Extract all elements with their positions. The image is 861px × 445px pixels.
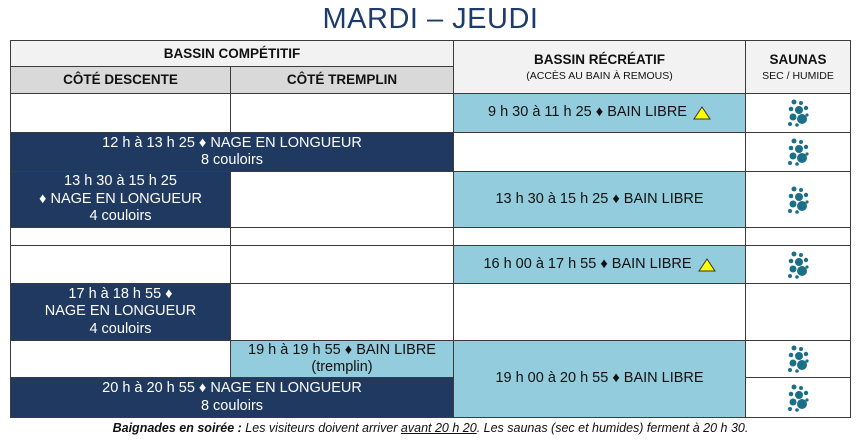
cell-r5-descente xyxy=(10,245,231,284)
header-descente: CÔTÉ DESCENTE xyxy=(10,66,231,94)
footer-text1: Les visiteurs doivent arriver xyxy=(241,421,401,435)
sauna-bubbles-icon xyxy=(785,185,811,215)
cell-r2-competitive: 12 h à 13 h 25 ♦ NAGE EN LONGUEUR 8 couloirs xyxy=(10,132,454,172)
warning-triangle-icon xyxy=(693,106,711,120)
cell-r4-descente xyxy=(10,227,231,246)
cell-r6-tremplin xyxy=(230,283,454,341)
cell-r1-recreatif: 9 h 30 à 11 h 25 ♦ BAIN LIBRE xyxy=(453,93,746,133)
header-competitive: BASSIN COMPÉTITIF xyxy=(10,40,454,67)
footer-underlined: avant 20 h 20 xyxy=(400,421,477,435)
footer-note xyxy=(0,421,861,435)
cell-r6-descente: 17 h à 18 h 55 ♦ NAGE EN LONGUEUR 4 couloirs xyxy=(10,283,231,341)
header-saunas: SAUNAS SEC / HUMIDE xyxy=(745,40,851,94)
cell-r1-descente xyxy=(10,93,231,133)
cell-r7-tremplin: 19 h à 19 h 55 ♦ BAIN LIBRE (tremplin) xyxy=(230,340,454,378)
cell-r3-tremplin xyxy=(230,171,454,228)
warning-triangle-icon xyxy=(698,258,716,272)
header-recreatif: BASSIN RÉCRÉATIF (ACCÈS AU BAIN À REMOUS) xyxy=(453,40,746,94)
sauna-bubbles-icon xyxy=(785,383,811,413)
cell-r1-tremplin xyxy=(230,93,454,133)
page-title: MARDI – JEUDI xyxy=(322,3,539,35)
cell-r4-recreatif xyxy=(453,227,746,246)
cell-r5-recreatif: 16 h 00 à 17 h 55 ♦ BAIN LIBRE xyxy=(453,245,746,284)
cell-r4-tremplin xyxy=(230,227,454,246)
footer-bold: Baignades en soirée : xyxy=(112,421,242,435)
cell-r2-recreatif xyxy=(453,132,746,172)
cell-r4-sauna xyxy=(745,227,851,246)
footer-text2: . Les saunas (sec et humides) ferment à 20 h 30. xyxy=(476,421,749,435)
cell-r78-recreatif: 19 h 00 à 20 h 55 ♦ BAIN LIBRE xyxy=(453,340,746,418)
cell-r8-sauna xyxy=(745,377,851,418)
cell-r3-recreatif: 13 h 30 à 15 h 25 ♦ BAIN LIBRE xyxy=(453,171,746,228)
sauna-bubbles-icon xyxy=(785,250,811,280)
sauna-bubbles-icon xyxy=(785,137,811,167)
cell-r8-competitive: 20 h à 20 h 55 ♦ NAGE EN LONGUEUR 8 couloirs xyxy=(10,377,454,418)
cell-r2-sauna xyxy=(745,132,851,172)
cell-r7-descente xyxy=(10,340,231,378)
cell-r3-descente: 13 h 30 à 15 h 25 ♦ NAGE EN LONGUEUR 4 couloirs xyxy=(10,171,231,228)
cell-r3-sauna xyxy=(745,171,851,228)
cell-r6-recreatif xyxy=(453,283,746,341)
cell-r5-tremplin xyxy=(230,245,454,284)
cell-r5-sauna xyxy=(745,245,851,284)
cell-r6-sauna xyxy=(745,283,851,341)
header-tremplin: CÔTÉ TREMPLIN xyxy=(230,66,454,94)
sauna-bubbles-icon xyxy=(785,98,811,128)
cell-r7-sauna xyxy=(745,340,851,378)
cell-r1-sauna xyxy=(745,93,851,133)
sauna-bubbles-icon xyxy=(785,344,811,374)
